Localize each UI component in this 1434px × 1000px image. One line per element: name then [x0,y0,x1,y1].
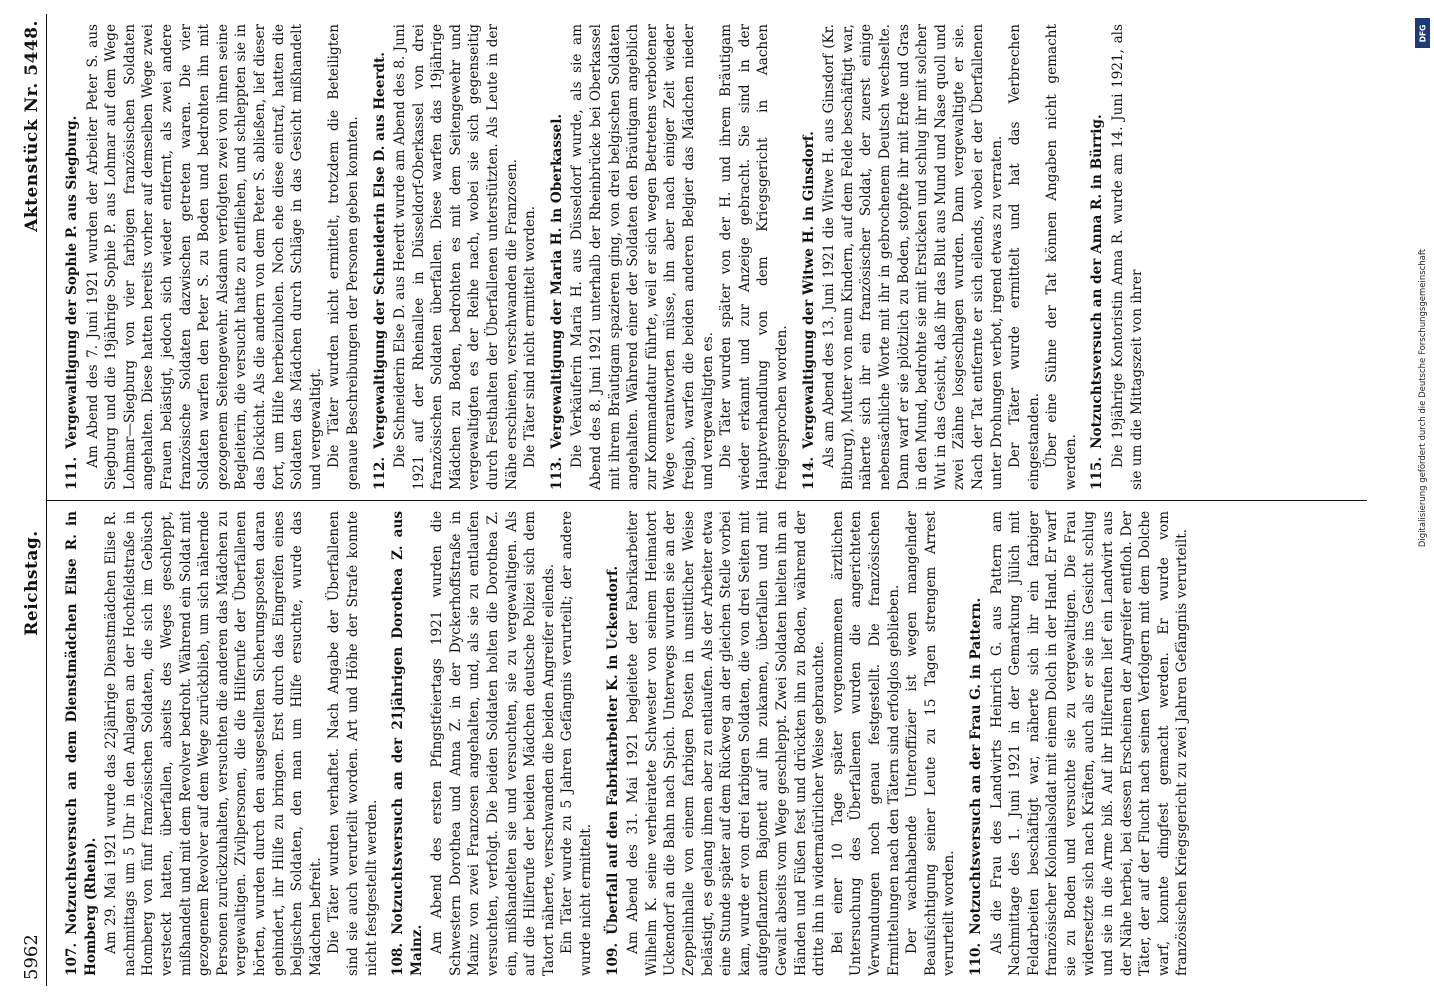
entry-heading [548,24,567,490]
document-entry [371,24,540,490]
entry-number: 115. [1089,456,1106,490]
running-head-right-title: Aktenstück Nr. 5448. [22,20,42,232]
entry-heading [800,24,819,490]
entry-paragraph: Die 19jährige Kontoristin Anna R. wurde am 14. Juni 1921, als sie um die Mittagszeit von ihrer [1110,24,1145,490]
entry-heading [371,24,390,490]
entry-paragraph: Die Täter wurden später von der H. und ihrem Bräutigam wieder erkannt und zur Anzeige gebracht. Sie sind in der Hauptverhandlung von dem Kriegsgericht in Aachen freigesprochen worden. [718,24,790,490]
entry-paragraph: Am Abend des ersten Pfingstfeiertags 1921 wurden die Schwestern Dorothea und Anna Z. in der Dyckerhoffstraße in Mainz von zwei Franzosen angehalten, und, als sie zu entlaufen versuchten, verfolgt. Die beiden Soldaten holten die Dorothea Z. ein, mißhandelten sie und versuchten, sie zu vergewaltigen. Als auf die Hilferufe der beiden Mädchen deutsche Polizei sich dem Tatort näherte, verschwanden die beiden Angreifer eilends. [429,511,557,976]
document-entry [548,24,792,490]
entry-number: 112. [371,456,388,490]
text-columns [47,14,1367,986]
entry-title: Notzuchtsversuch an der Frau G. in Pattern. [967,597,984,935]
entry-number: 114. [800,456,817,490]
entry-heading [604,511,623,976]
entry-number: 107. [64,942,80,976]
entry-paragraph: Die Täter wurden nicht ermittelt, trotzdem die Beteiligten genaue Beschreibungen der Personen geben konnten. [326,24,361,490]
entry-heading [1088,24,1107,490]
entry-title: Überfall auf den Fabrikarbeiter K. in Uckendorf. [604,565,621,935]
document-entry [389,511,596,976]
entry-paragraph: Als am Abend des 13. Juni 1921 die Witwe H. aus Ginsdorf (Kr. Bitburg), Mutter von neun Kindern, auf dem Felde beschäftigt war, näherte sich ihr ein französischer Soldat, der zuerst einige nebensächliche Worte mit ihr in gebrochenem Deutsch wechselte. Dann warf er sie plötzlich zu Boden, stopfte ihr mit Erde und Gras in den Mund, bedrohte sie mit Ersticken und schlug ihr mit solcher Wut in das Gesicht, daß ihr das Blut aus Mund und Nase quoll und zwei Zähne losgeschlagen wurden. Dann vergewaltigte er sie. Nach der Tat entfernte er sich eilends, wobei er der Überfallenen unter Drohungen verbot, irgend etwas zu verraten. [821,24,1005,490]
entry-paragraph: Als die Frau des Landwirts Heinrich G. aus Pattern am Nachmittage des 1. Juni 1921 in der Gemarkung Jülich mit Feldarbeiten beschäftigt war, näherte sich ihr ein farbiger französischer Kolonialsoldat mit einem Dolch in der Hand. Er warf sie zu Boden und versuchte sie zu vergewaltigen. Die Frau widersetzte sich nach Kräften, auch als er sie ins Gesicht schlug und sie in die Arme biß. Auf ihr Hilferufen lief ein Landwirt aus der Nähe herbei, bei dessen Erscheinen der Angreifer entfloh. Der Täter, der auf der Flucht nach seinen Verfolgern mit dem Dolche warf, konnte dingfest gemacht werden. Er wurde vom französischen Kriegsgericht zu zwei Jahren Gefängnis verurteilt. [988,511,1191,976]
entry-paragraph: Ein Täter wurde zu 5 Jahren Gefängnis verurteilt; der andere wurde nicht ermittelt. [559,511,595,976]
entry-paragraph: Die Verkäuferin Maria H. aus Düsseldorf wurde, als sie am Abend des 8. Juni 1921 unterhalb der Rheinbrücke bei Oberkassel mit ihrem Bräutigam spazieren ging, von drei belgischen Soldaten angehalten. Während einer der Soldaten den Bräutigam angeblich zur Kommandatur führte, weil er sich wegen Betretens verbotener Wege verantworten müsse, ihn aber nach einiger Zeit wieder freigab, warfen die beiden anderen Belgier das Mädchen nieder und vergewaltigten es. [569,24,716,490]
left-column [47,500,1367,986]
entry-heading [967,511,986,976]
entry-number: 113. [548,456,565,490]
scanned-page [17,10,1397,990]
entry-number: 111. [64,456,80,490]
document-entry [1088,24,1146,490]
digitization-note-text: Digitalisierung gefördert durch die Deutsche Forschungsgemeinschaft [1418,248,1428,548]
entry-title: Notzuchtsversuch an dem Dienstmädchen Elise R. in Homberg (Rhein). [64,511,99,976]
running-head [21,14,47,986]
dfg-logo [1415,18,1430,48]
entry-heading [63,24,82,490]
digitization-note [1414,18,1432,978]
entry-paragraph: Die Schneiderin Else D. aus Heerdt wurde am Abend des 8. Juni 1921 auf der Rheinallee in Düsseldorf-Oberkassel von drei französischen Soldaten überfallen. Diese warfen das 19jährige Mädchen zu Boden, bedrohten es mit dem Seitengewehr und vergewaltigten es der Reihe nach, wobei sie sich gegenseitig durch Festhalten der Überfallenen unterstützten. Als Leute in der Nähe erschienen, verschwanden die Franzosen. [392,24,520,490]
document-entry [967,511,1192,976]
entry-paragraph: Am Abend des 7. Juni 1921 wurden der Arbeiter Peter S. aus Siegburg und die 19jährige Sophie P. aus Lohmar auf dem Wege Lohmar—Siegburg von vier farbigen französischen Soldaten angehalten. Diese hatten bereits vorher auf demselben Wege zwei Frauen belästigt, jedoch sich wieder entfernt, als zwei andere französische Soldaten dazwischen getreten waren. Die vier Soldaten warfen den Peter S. zu Boden und bedrohten ihn mit gezogenem Seitengewehr. Alsdann verfolgten zwei von ihnen seine Begleiterin, die versucht hatte zu entfliehen, und schleppten sie in das Dickicht. Als die andern von dem Peter S. abließen, lief dieser fort, um Hilfe herbeizuholen. Noch ehe diese eintraf, hatten die Soldaten das Mädchen durch Schläge in das Gesicht mißhandelt und vergewaltigt. [84,24,324,490]
running-head-left-title: Reichstag. [22,530,42,636]
entry-title: Notzuchtsversuch an der Anna R. in Bürrig. [1089,114,1106,449]
entry-paragraph: Die Täter sind nicht ermittelt worden. [522,205,539,468]
entry-title: Vergewaltigung der Maria H. in Oberkassel. [548,113,565,449]
entry-paragraph: Der wachhabende Unteroffizier ist wegen mangelnder Beaufsichtigung seiner Leute zu 15 Tagen strengem Arrest verurteilt worden. [904,511,958,976]
entry-paragraph: Bei einer 10 Tage später vorgenommenen ärztlichen Untersuchung des Überfallenen wurden die angerichteten Verwundungen noch genau festgestellt. Die französischen Ermittelungen nach den Tätern sind erfolglos geblieben. [829,511,902,976]
entry-heading [389,511,426,976]
document-entry [604,511,959,976]
right-column [47,14,1367,500]
entry-paragraph: Am Abend des 31. Mai 1921 begleitete der Fabrikarbeiter Wilhelm K. seine verheiratete Schwester von seinem Heimatort Uckendorf an die Bahn nach Spich. Unterwegs wurden sie an der Zeppelinhalle von einem farbigen Posten in unsittlicher Weise belästigt, es gelang ihnen aber zu entlaufen. Als der Arbeiter etwa eine Stunde später auf dem Rückweg an der gleichen Stelle vorbei kam, wurde er von drei farbigen Soldaten, die von drei Seiten mit aufgepflanztem Bajonett auf ihn zukamen, überfallen und mit Gewalt abseits vom Wege geschleppt. Zwei Soldaten hielten ihn an Händen und Füßen fest und drückten ihn zu Boden, während der dritte ihn in widernatürlicher Weise gebrauchte. [625,511,828,976]
entry-paragraph: Über eine Sühne der Tat können Angaben nicht gemacht werden. [1044,24,1079,490]
document-entry [800,24,1081,490]
entry-number: 108. [390,942,407,976]
page-number: 5962 [21,934,42,980]
entry-number: 110. [967,942,984,976]
entry-paragraph: Am 29. Mai 1921 wurde das 22jährige Dienstmädchen Elise R. nachmittags um 5 Uhr in den Anlagen an der Hochfeldstraße in Homberg von fünf französischen Soldaten, die sich im Gebüsch versteckt hatten, überfallen, abseits des Weges geschleppt, mißhandelt und mit dem Revolver bedroht. Während ein Soldat mit gezogenem Revolver auf dem Wege zurückblieb, um sich nähernde Personen zurückzuhalten, versuchten die anderen das Mädchen zu vergewaltigen. Zivilpersonen, die die Hilferufe der Überfallenen hörten, wurden durch den ausgestellten Sicherungsposten daran gehindert, ihr Hilfe zu bringen. Erst durch das Eingreifen eines belgischen Soldaten, den man um Hilfe ersuchte, wurde das Mädchen befreit. [103,511,324,976]
dfg-logo-text: DFG [1418,24,1428,42]
entry-title: Vergewaltigung der Sophie P. aus Siegburg. [64,115,80,449]
entry-heading [63,511,100,976]
entry-paragraph: Der Täter wurde ermittelt und hat das Verbrechen eingestanden. [1007,24,1042,490]
entry-title: Vergewaltigung der Schneiderin Else D. aus Heerdt. [371,51,388,449]
entry-number: 109. [604,942,621,976]
entry-paragraph: Die Täter wurden verhaftet. Nach Angabe der Überfallenen sind sie auch verurteilt worden. Art und Höhe der Strafe konnte nicht festgestellt werden. [326,511,380,976]
document-entry [63,24,363,490]
entry-title: Notzuchtsversuch an der 21jährigen Dorothea Z. aus Mainz. [390,511,425,976]
entry-title: Vergewaltigung der Witwe H. in Ginsdorf. [800,131,817,449]
document-entry [63,511,381,976]
